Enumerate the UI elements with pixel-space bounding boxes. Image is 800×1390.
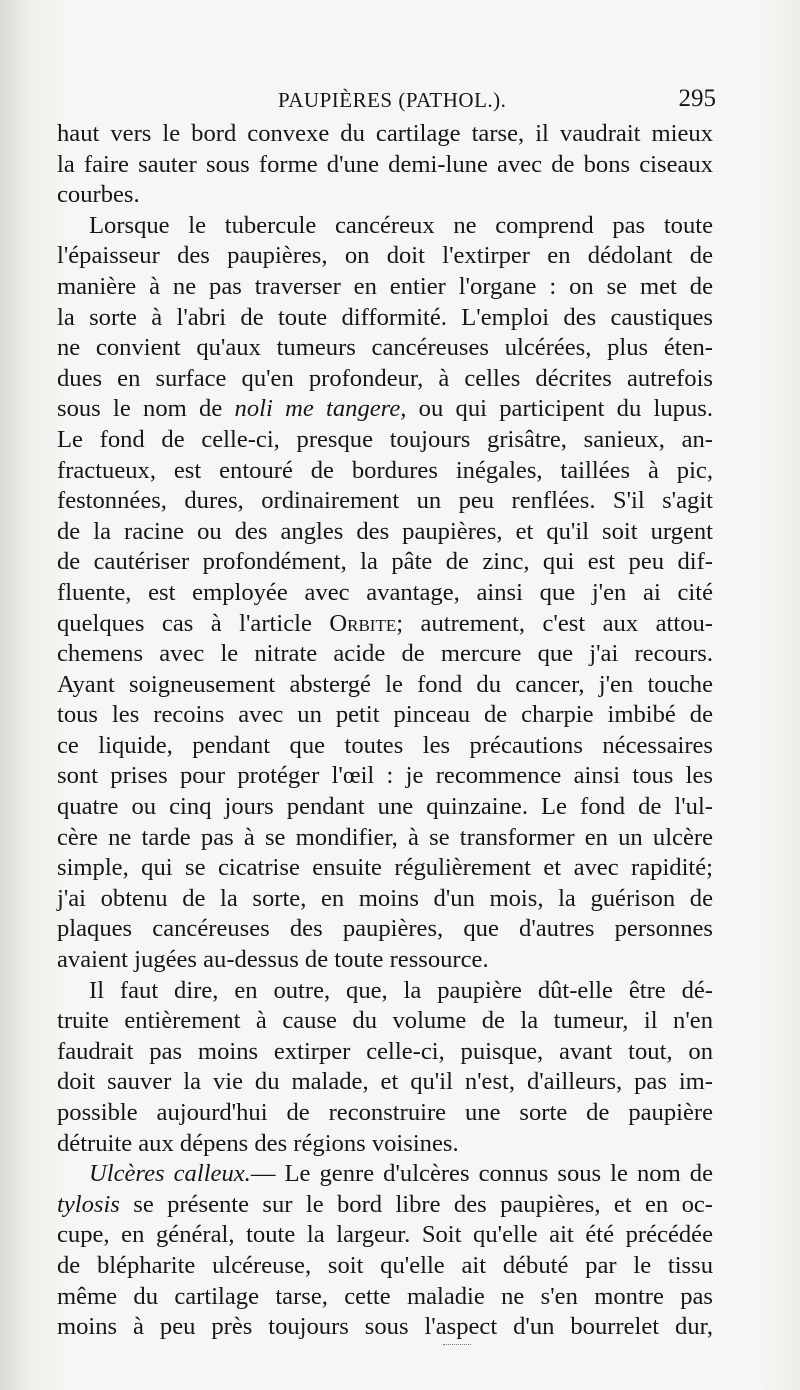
text-line: doit sauver la vie du malade, et qu'il n'est, d'ailleurs, pas im- [57,1068,713,1096]
running-title: PAUPIÈRES (PATHOL.). [278,88,507,112]
text-line: ne convient qu'aux tumeurs cancéreuses ulcérées, plus éten- [57,334,713,362]
text-line: de blépharite ulcéreuse, soit qu'elle ait débuté par le tissu [57,1251,713,1279]
text-line: ce liquide, pendant que toutes les précautions nécessaires [57,731,713,759]
text-line: truite entièrement à cause du volume de la tumeur, il n'en [57,1007,713,1035]
text-line: sous le nom de noli me tangere, ou qui participent du lupus. [57,395,713,423]
text-line: Ulcères calleux.— Le genre d'ulcères connus sous le nom de [89,1160,714,1188]
text-line: festonnées, dures, ordinairement un peu renflées. S'il s'agit [57,487,713,515]
text-line: cupe, en général, toute la largeur. Soit qu'elle ait été précédée [57,1221,713,1249]
text-line: l'épaisseur des paupières, on doit l'extirper en dédolant de [57,242,713,270]
body-text [57,119,713,1343]
text-line: Ayant soigneusement abstergé le fond du cancer, j'en touche [57,670,713,698]
text-line: la faire sauter sous forme d'une demi-lune avec de bons ciseaux [57,150,713,178]
text-line: la sorte à l'abri de toute difformité. L'emploi des caustiques [57,303,713,331]
text-line: chemens avec le nitrate acide de mercure que j'ai recours. [57,640,713,668]
text-line: fluente, est employée avec avantage, ainsi que j'en ai cité [57,578,713,606]
paragraph [57,119,713,211]
text-line: tous les recoins avec un petit pinceau de charpie imbibé de [57,701,713,729]
text-line: possible aujourd'hui de reconstruire une sorte de paupière [57,1099,713,1126]
text-line: plaques cancéreuses des paupières, que d'autres personnes [57,915,713,943]
text-line: tylosis se présente sur le bord libre des paupières, et en oc- [57,1190,713,1218]
text-line: cère ne tarde pas à se mondifier, à se transformer en un ulcère [57,823,713,851]
text-line: Lorsque le tubercule cancéreux ne comprend pas toute [89,211,713,239]
text-line: quelques cas à l'article Orbite; autrement, c'est aux attou- [57,609,713,637]
text-line: de cautériser profondément, la pâte de zinc, qui est peu dif- [57,548,713,576]
text-line: même du cartilage tarse, cette maladie ne s'en montre pas [57,1282,713,1310]
text-line: fractueux, est entouré de bordures inégales, taillées à pic, [57,456,713,484]
text-line: sont prises pour protéger l'œil : je recommence ainsi tous les [57,762,713,790]
paragraph [57,1159,713,1343]
text-line: courbes. [57,181,140,209]
text-line: quatre ou cinq jours pendant une quinzaine. Le fond de l'ul- [57,793,713,821]
text-line: manière à ne pas traverser en entier l'organe : on se met de [57,272,713,300]
text-line: Le fond de celle-ci, presque toujours grisâtre, sanieux, an- [57,425,713,453]
text-line: faudrait pas moins extirper celle-ci, puisque, avant tout, on [57,1037,713,1065]
paragraph [57,211,713,976]
text-line: j'ai obtenu de la sorte, en moins d'un mois, la guérison de [57,884,713,912]
text-line: avaient jugées au-dessus de toute ressource. [57,946,489,974]
paragraph [57,976,713,1160]
text-line: haut vers le bord convexe du cartilage tarse, il vaudrait mieux [57,120,713,147]
footer-mark [443,1344,471,1347]
page-header [60,84,716,116]
text-line: de la racine ou des angles des paupières, et qu'il soit urgent [57,517,713,545]
text-line: Il faut dire, en outre, que, la paupière dût-elle être dé- [89,976,713,1004]
page-number: 295 [678,85,716,112]
text-line: moins à peu près toujours sous l'aspect d'un bourrelet dur, [57,1313,713,1341]
text-line: détruite aux dépens des régions voisines. [57,1129,459,1157]
text-line: dues en surface qu'en profondeur, à celles décrites autrefois [57,364,713,392]
text-line: simple, qui se cicatrise ensuite régulièrement et avec rapidité; [57,854,713,882]
